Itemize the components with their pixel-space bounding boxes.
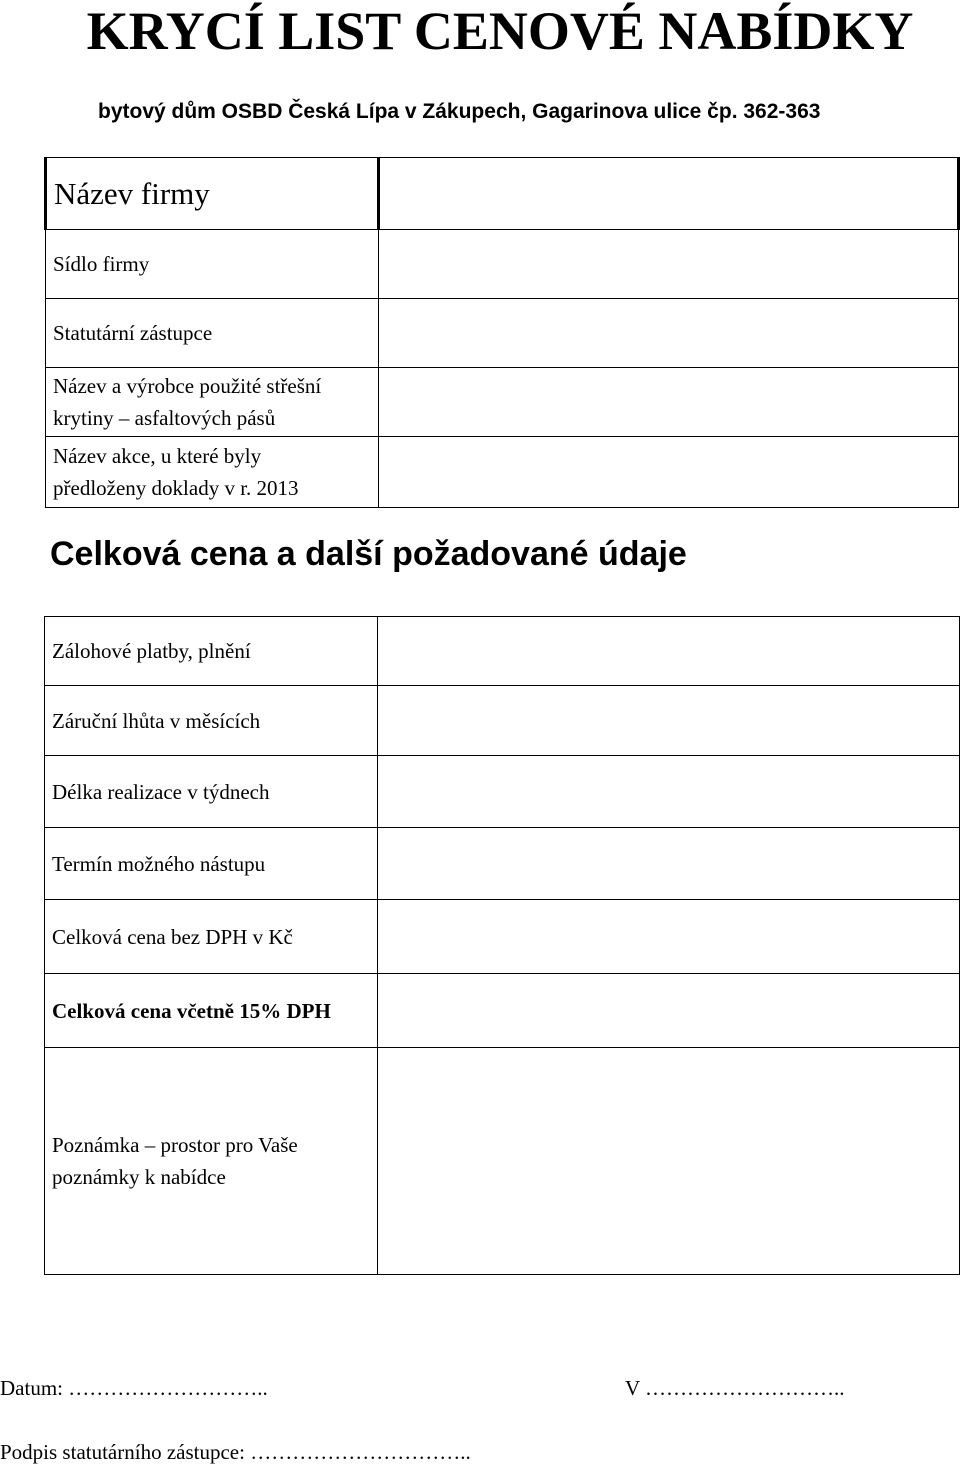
roofing-label-line2: krytiny – asfaltových pásů [53, 406, 276, 430]
advance-payments-field[interactable] [377, 617, 959, 686]
date-label: Datum: ……………………….. [0, 1376, 268, 1400]
warranty-label: Záruční lhůta v měsících [45, 686, 378, 756]
seat-label: Sídlo firmy [46, 230, 379, 299]
note-label-line2: poznámky k nabídce [52, 1165, 226, 1189]
price-with-vat-field[interactable] [377, 974, 959, 1048]
place-label: V ……………………….. [625, 1376, 845, 1400]
section-title: Celková cena a další požadované údaje [50, 535, 687, 573]
representative-field[interactable] [379, 299, 959, 368]
signature-label: Podpis statutárního zástupce: ………………………….. [0, 1440, 471, 1464]
project-label-line2: předloženy doklady v r. 2013 [53, 476, 299, 500]
start-date-field[interactable] [377, 828, 959, 900]
warranty-field[interactable] [377, 686, 959, 756]
price-without-vat-field[interactable] [377, 900, 959, 974]
note-field[interactable] [377, 1048, 959, 1275]
duration-label: Délka realizace v týdnech [45, 756, 378, 828]
start-date-label: Termín možného nástupu [45, 828, 378, 900]
duration-field[interactable] [377, 756, 959, 828]
note-label-line1: Poznámka – prostor pro Vaše [52, 1133, 298, 1157]
roofing-label-line1: Název a výrobce použité střešní [53, 374, 322, 398]
company-info-table [44, 157, 960, 508]
note-label [45, 1048, 378, 1275]
project-label [46, 437, 379, 508]
firm-name-field[interactable] [379, 158, 959, 230]
document-title: KRYCÍ LIST CENOVÉ NABÍDKY [86, 1, 914, 61]
price-without-vat-label: Celková cena bez DPH v Kč [45, 900, 378, 974]
advance-payments-label: Zálohové platby, plnění [45, 617, 378, 686]
representative-label: Statutární zástupce [46, 299, 379, 368]
roofing-label [46, 368, 379, 437]
firm-name-label: Název firmy [46, 158, 379, 230]
seat-field[interactable] [379, 230, 959, 299]
price-table [44, 616, 960, 1275]
project-label-line1: Název akce, u které byly [53, 444, 262, 468]
price-with-vat-label: Celková cena včetně 15% DPH [45, 974, 378, 1048]
document-subtitle: bytový dům OSBD Česká Lípa v Zákupech, Gagarinova ulice čp. 362-363 [98, 100, 821, 123]
project-field[interactable] [379, 437, 959, 508]
roofing-field[interactable] [379, 368, 959, 437]
